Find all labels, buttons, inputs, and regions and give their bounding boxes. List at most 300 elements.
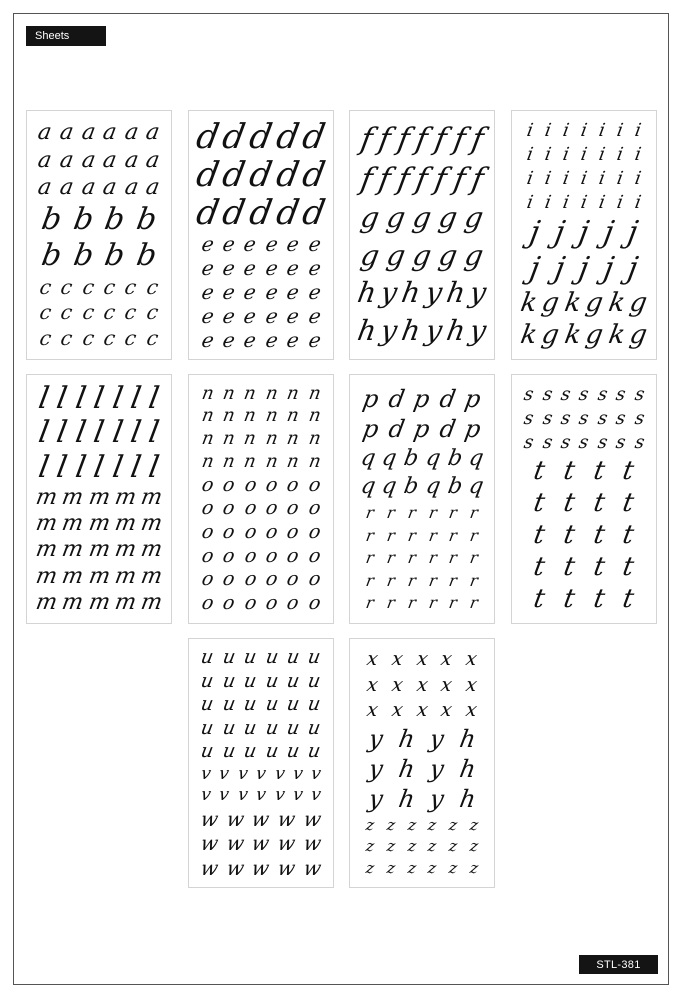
letter-sticker: d bbox=[437, 415, 458, 444]
letter-sticker: d bbox=[386, 384, 407, 413]
letter-sticker: r bbox=[447, 525, 459, 545]
letter-sticker: v bbox=[272, 763, 287, 784]
letter-sticker: r bbox=[468, 548, 480, 568]
letter-sticker: v bbox=[254, 785, 268, 806]
sticker-sheet-u-v-w bbox=[188, 638, 334, 888]
letter-sticker: m bbox=[86, 537, 112, 563]
letter-sticker: h bbox=[355, 276, 380, 310]
sticker-row bbox=[192, 716, 330, 739]
letter-sticker: n bbox=[221, 382, 237, 404]
letter-sticker: p bbox=[462, 384, 484, 413]
letter-sticker: p bbox=[360, 415, 382, 444]
sticker-row bbox=[192, 382, 330, 404]
letter-sticker: s bbox=[632, 384, 646, 405]
letter-sticker: f bbox=[357, 122, 375, 158]
letter-sticker: u bbox=[199, 693, 216, 716]
letter-sticker: h bbox=[399, 276, 424, 310]
letter-sticker: r bbox=[447, 593, 459, 613]
letter-sticker: e bbox=[242, 304, 259, 328]
letter-sticker: m bbox=[59, 484, 86, 510]
letter-sticker: l bbox=[91, 381, 107, 417]
letter-sticker: l bbox=[91, 449, 107, 485]
letter-sticker: c bbox=[144, 300, 160, 325]
letter-sticker: w bbox=[276, 831, 298, 856]
letter-sticker: a bbox=[36, 119, 54, 145]
letter-sticker: c bbox=[101, 326, 118, 351]
letter-sticker: o bbox=[221, 473, 237, 496]
letter-sticker: c bbox=[123, 274, 139, 299]
sticker-row bbox=[353, 238, 491, 272]
letter-sticker: i bbox=[543, 192, 553, 213]
letter-sticker: x bbox=[389, 699, 405, 722]
sticker-row bbox=[192, 763, 330, 784]
letter-sticker: w bbox=[301, 831, 324, 856]
letter-sticker: g bbox=[462, 201, 486, 235]
letter-sticker: r bbox=[364, 525, 376, 545]
sticker-row bbox=[515, 434, 653, 452]
letter-sticker: i bbox=[525, 120, 535, 141]
letter-sticker: o bbox=[285, 568, 301, 591]
letter-sticker: r bbox=[406, 525, 418, 545]
letter-sticker: t bbox=[590, 456, 607, 486]
letter-sticker: t bbox=[531, 584, 548, 614]
letter-sticker: b bbox=[70, 202, 97, 238]
letter-sticker: y bbox=[422, 276, 445, 310]
letter-sticker: a bbox=[57, 175, 76, 201]
sticker-row bbox=[192, 282, 330, 302]
letter-sticker: u bbox=[199, 646, 216, 669]
letter-sticker: l bbox=[35, 415, 52, 451]
letter-sticker: z bbox=[426, 837, 439, 856]
letter-sticker: i bbox=[525, 144, 535, 165]
letter-sticker: d bbox=[246, 117, 276, 157]
letter-sticker: f bbox=[376, 161, 394, 197]
letter-sticker: f bbox=[432, 122, 450, 158]
letter-sticker: f bbox=[357, 161, 375, 197]
letter-sticker: c bbox=[144, 326, 160, 351]
letter-sticker: j bbox=[600, 251, 617, 286]
letter-sticker: l bbox=[146, 449, 163, 485]
letter-sticker: g bbox=[627, 288, 650, 318]
letter-sticker: i bbox=[543, 144, 553, 165]
letter-sticker: a bbox=[101, 175, 119, 201]
letter-sticker: i bbox=[597, 144, 607, 165]
letter-sticker: e bbox=[263, 232, 280, 256]
sticker-sheet-x-y-z bbox=[349, 638, 495, 888]
letter-sticker: c bbox=[80, 326, 97, 351]
letter-sticker: j bbox=[576, 215, 592, 250]
letter-sticker: o bbox=[200, 521, 216, 544]
letter-sticker: f bbox=[469, 161, 487, 197]
letter-sticker: u bbox=[263, 693, 280, 716]
letter-sticker: r bbox=[468, 525, 480, 545]
letter-sticker: a bbox=[79, 175, 98, 201]
letter-sticker: p bbox=[462, 415, 484, 444]
letter-sticker: l bbox=[128, 415, 144, 451]
sticker-row bbox=[30, 326, 168, 351]
letter-sticker: g bbox=[462, 238, 486, 272]
letter-sticker: u bbox=[285, 716, 302, 739]
letter-sticker: c bbox=[123, 326, 139, 351]
letter-sticker: e bbox=[306, 280, 323, 304]
letter-sticker: r bbox=[406, 570, 418, 590]
letter-sticker: c bbox=[37, 274, 54, 299]
letter-sticker: o bbox=[200, 544, 216, 567]
letter-sticker: g bbox=[384, 238, 408, 272]
sticker-row bbox=[353, 754, 491, 783]
letter-sticker: l bbox=[72, 381, 89, 417]
letter-sticker: s bbox=[577, 432, 591, 453]
letter-sticker: y bbox=[467, 313, 489, 347]
letter-sticker: c bbox=[59, 300, 75, 325]
letter-sticker: u bbox=[306, 646, 323, 669]
letter-sticker: e bbox=[199, 256, 216, 280]
letter-sticker: l bbox=[146, 381, 163, 417]
letter-sticker: f bbox=[469, 122, 487, 158]
letter-sticker: r bbox=[364, 502, 376, 522]
letter-sticker: t bbox=[561, 584, 578, 614]
letter-sticker: k bbox=[562, 320, 584, 350]
sticker-row bbox=[353, 415, 491, 444]
sticker-sheet-l-m bbox=[26, 374, 172, 624]
letter-sticker: i bbox=[579, 168, 589, 189]
letter-sticker: e bbox=[220, 304, 237, 328]
letter-sticker: m bbox=[59, 563, 86, 589]
letter-sticker: j bbox=[527, 251, 543, 286]
letter-sticker: i bbox=[579, 120, 589, 141]
sticker-row bbox=[192, 155, 330, 195]
letter-sticker: n bbox=[264, 405, 280, 427]
letter-sticker: r bbox=[406, 502, 418, 522]
letter-sticker: u bbox=[285, 669, 302, 692]
letter-sticker: d bbox=[273, 155, 303, 195]
letter-sticker: m bbox=[139, 537, 165, 563]
letter-sticker: n bbox=[221, 428, 237, 450]
letter-sticker: i bbox=[525, 168, 535, 189]
sticker-row bbox=[515, 122, 653, 140]
letter-sticker: m bbox=[86, 484, 112, 510]
letter-sticker: q bbox=[467, 474, 486, 500]
letter-sticker: w bbox=[198, 831, 220, 856]
letter-sticker: y bbox=[422, 313, 445, 347]
letter-sticker: r bbox=[364, 593, 376, 613]
letter-sticker: s bbox=[596, 384, 609, 405]
letter-sticker: z bbox=[468, 815, 480, 834]
sticker-row bbox=[515, 410, 653, 428]
letter-sticker: x bbox=[439, 648, 455, 671]
letter-sticker: t bbox=[620, 552, 637, 582]
sticker-row bbox=[192, 523, 330, 542]
letter-sticker: a bbox=[36, 175, 54, 201]
sticker-row bbox=[192, 499, 330, 518]
letter-sticker: d bbox=[246, 155, 276, 195]
letter-sticker: b bbox=[445, 445, 464, 471]
sticker-sheet-n-o bbox=[188, 374, 334, 624]
sticker-row bbox=[515, 215, 653, 250]
sticker-row bbox=[30, 563, 168, 589]
letter-sticker: w bbox=[198, 855, 220, 880]
sticker-row bbox=[353, 570, 491, 590]
letter-sticker: e bbox=[306, 304, 323, 328]
letter-sticker: m bbox=[112, 537, 139, 563]
letter-sticker: a bbox=[122, 147, 141, 173]
letter-sticker: s bbox=[522, 408, 536, 429]
sticker-row bbox=[30, 415, 168, 451]
letter-sticker: e bbox=[285, 232, 302, 256]
letter-sticker: y bbox=[366, 754, 386, 783]
letter-sticker: o bbox=[242, 544, 259, 567]
letter-sticker: r bbox=[385, 548, 397, 568]
letter-sticker: m bbox=[139, 484, 165, 510]
letter-sticker: g bbox=[410, 201, 434, 235]
letter-sticker: v bbox=[217, 763, 231, 784]
letter-sticker: y bbox=[427, 724, 447, 753]
letter-sticker: f bbox=[413, 122, 431, 158]
letter-sticker: w bbox=[224, 806, 246, 831]
letter-sticker: c bbox=[59, 274, 75, 299]
letter-sticker: n bbox=[242, 405, 259, 427]
letter-sticker: z bbox=[426, 858, 439, 877]
letter-sticker: d bbox=[193, 193, 223, 233]
letter-sticker: e bbox=[220, 232, 237, 256]
sticker-row bbox=[353, 550, 491, 566]
letter-sticker: a bbox=[101, 147, 119, 173]
letter-sticker: e bbox=[242, 256, 259, 280]
sticker-row bbox=[515, 322, 653, 348]
letter-sticker: o bbox=[242, 521, 259, 544]
letter-sticker: r bbox=[385, 570, 397, 590]
letter-sticker: r bbox=[426, 525, 438, 545]
letter-sticker: n bbox=[285, 382, 301, 404]
letter-sticker: w bbox=[250, 855, 272, 880]
letter-sticker: e bbox=[242, 232, 259, 256]
sticker-row bbox=[192, 430, 330, 448]
letter-sticker: t bbox=[590, 520, 607, 550]
letter-sticker: m bbox=[33, 537, 59, 563]
sticker-row bbox=[30, 381, 168, 417]
letter-sticker: e bbox=[220, 256, 237, 280]
letter-sticker: u bbox=[220, 693, 237, 716]
letter-sticker: e bbox=[263, 304, 280, 328]
letter-sticker: x bbox=[464, 699, 479, 722]
sticker-row bbox=[353, 161, 491, 197]
sticker-row bbox=[515, 554, 653, 580]
letter-sticker: l bbox=[72, 449, 89, 485]
sticker-row bbox=[192, 742, 330, 761]
letter-sticker: s bbox=[540, 408, 554, 429]
letter-sticker: y bbox=[427, 785, 447, 814]
letter-sticker: q bbox=[423, 445, 443, 471]
letter-sticker: l bbox=[54, 449, 71, 485]
letter-sticker: f bbox=[376, 122, 394, 158]
letter-sticker: l bbox=[54, 415, 71, 451]
sticker-row bbox=[353, 445, 491, 471]
sticker-row bbox=[30, 274, 168, 299]
sticker-row bbox=[353, 525, 491, 545]
letter-sticker: r bbox=[385, 525, 397, 545]
letter-sticker: m bbox=[86, 563, 112, 589]
letter-sticker: z bbox=[364, 837, 376, 856]
letter-sticker: h bbox=[457, 785, 478, 814]
letter-sticker: x bbox=[365, 699, 380, 722]
letter-sticker: u bbox=[220, 669, 237, 692]
letter-sticker: z bbox=[364, 858, 376, 877]
letter-sticker: o bbox=[200, 473, 216, 496]
letter-sticker: u bbox=[242, 669, 259, 692]
letter-sticker: e bbox=[306, 232, 323, 256]
letter-sticker: n bbox=[306, 405, 323, 427]
letter-sticker: r bbox=[385, 593, 397, 613]
letter-sticker: s bbox=[559, 408, 573, 429]
sticker-row bbox=[515, 194, 653, 212]
letter-sticker: m bbox=[139, 563, 165, 589]
sticker-row bbox=[353, 815, 491, 834]
letter-sticker: x bbox=[365, 673, 380, 696]
sticker-row bbox=[192, 450, 330, 472]
letter-sticker: l bbox=[128, 449, 144, 485]
letter-sticker: v bbox=[217, 785, 231, 806]
letter-sticker: m bbox=[86, 589, 112, 615]
letter-sticker: e bbox=[199, 280, 216, 304]
sticker-row bbox=[515, 586, 653, 612]
letter-sticker: r bbox=[468, 502, 480, 522]
letter-sticker: c bbox=[59, 326, 75, 351]
letter-sticker: k bbox=[518, 288, 540, 318]
letter-sticker: n bbox=[242, 382, 259, 404]
letter-sticker: n bbox=[306, 450, 323, 472]
letter-sticker: l bbox=[109, 449, 126, 485]
letter-sticker: i bbox=[633, 144, 643, 165]
letter-sticker: w bbox=[301, 806, 324, 831]
letter-sticker: u bbox=[263, 669, 280, 692]
letter-sticker: f bbox=[432, 161, 450, 197]
letter-sticker: m bbox=[112, 511, 139, 537]
letter-sticker: f bbox=[394, 161, 413, 197]
letter-sticker: a bbox=[79, 119, 98, 145]
sticker-row bbox=[192, 193, 330, 233]
letter-sticker: m bbox=[139, 589, 165, 615]
sticker-row bbox=[30, 300, 168, 325]
letter-sticker: s bbox=[577, 384, 591, 405]
letter-sticker: a bbox=[57, 147, 76, 173]
letter-sticker: i bbox=[597, 120, 607, 141]
letter-sticker: b bbox=[39, 237, 65, 273]
sticker-sheet-p-q-r bbox=[349, 374, 495, 624]
sticker-row bbox=[30, 177, 168, 199]
sticker-row bbox=[353, 476, 491, 498]
letter-sticker: t bbox=[531, 520, 548, 550]
letter-sticker: i bbox=[543, 168, 553, 189]
letter-sticker: o bbox=[221, 592, 237, 615]
letter-sticker: n bbox=[221, 405, 237, 427]
letter-sticker: w bbox=[250, 806, 272, 831]
letter-sticker: e bbox=[285, 328, 302, 352]
letter-sticker: s bbox=[559, 432, 573, 453]
letter-sticker: z bbox=[385, 858, 397, 877]
letter-sticker: e bbox=[263, 328, 280, 352]
letter-sticker: h bbox=[457, 754, 478, 783]
letter-sticker: l bbox=[109, 415, 126, 451]
letter-sticker: y bbox=[366, 785, 386, 814]
letter-sticker: l bbox=[109, 381, 126, 417]
letter-sticker: o bbox=[264, 521, 280, 544]
sticker-row bbox=[353, 858, 491, 877]
letter-sticker: b bbox=[102, 237, 128, 273]
letter-sticker: o bbox=[200, 592, 216, 615]
letter-sticker: s bbox=[596, 408, 609, 429]
sticker-row bbox=[353, 502, 491, 522]
letter-sticker: o bbox=[264, 592, 280, 615]
letter-sticker: h bbox=[396, 785, 417, 814]
letter-sticker: o bbox=[306, 473, 323, 496]
letter-sticker: v bbox=[199, 763, 213, 784]
letter-sticker: q bbox=[423, 474, 443, 500]
letter-sticker: i bbox=[579, 192, 589, 213]
letter-sticker: s bbox=[540, 384, 554, 405]
letter-sticker: n bbox=[242, 428, 259, 450]
letter-sticker: m bbox=[33, 511, 59, 537]
letter-sticker: l bbox=[35, 381, 52, 417]
letter-sticker: r bbox=[468, 593, 480, 613]
letter-sticker: t bbox=[531, 456, 548, 486]
letter-sticker: m bbox=[33, 484, 59, 510]
letter-sticker: x bbox=[389, 673, 405, 696]
letter-sticker: o bbox=[306, 497, 323, 520]
letter-sticker: o bbox=[242, 497, 259, 520]
letter-sticker: r bbox=[426, 593, 438, 613]
letter-sticker: o bbox=[242, 473, 259, 496]
letter-sticker: v bbox=[309, 763, 323, 784]
sticker-row bbox=[353, 276, 491, 310]
letter-sticker: i bbox=[525, 192, 535, 213]
letter-sticker: c bbox=[123, 300, 139, 325]
letter-sticker: r bbox=[468, 570, 480, 590]
letter-sticker: i bbox=[597, 192, 607, 213]
letter-sticker: n bbox=[200, 405, 216, 427]
letter-sticker: o bbox=[221, 544, 237, 567]
letter-sticker: i bbox=[633, 192, 643, 213]
letter-sticker: b bbox=[445, 474, 464, 500]
product-code-label: STL-381 bbox=[579, 955, 658, 974]
letter-sticker: w bbox=[276, 806, 298, 831]
letter-sticker: h bbox=[443, 276, 468, 310]
letter-sticker: n bbox=[200, 428, 216, 450]
letter-sticker: f bbox=[413, 161, 431, 197]
letter-sticker: n bbox=[285, 450, 301, 472]
letter-sticker: i bbox=[543, 120, 553, 141]
letter-sticker: a bbox=[79, 147, 98, 173]
sticker-row bbox=[353, 650, 491, 669]
letter-sticker: u bbox=[263, 646, 280, 669]
letter-sticker: r bbox=[406, 548, 418, 568]
letter-sticker: x bbox=[414, 648, 430, 671]
letter-sticker: u bbox=[199, 740, 216, 763]
letter-sticker: j bbox=[576, 251, 592, 286]
sticker-row bbox=[353, 313, 491, 347]
letter-sticker: e bbox=[306, 328, 323, 352]
sticker-row bbox=[515, 386, 653, 404]
letter-sticker: e bbox=[242, 328, 259, 352]
letter-sticker: o bbox=[264, 497, 280, 520]
letter-sticker: h bbox=[443, 313, 468, 347]
letter-sticker: l bbox=[91, 415, 107, 451]
letter-sticker: k bbox=[606, 320, 628, 350]
sticker-row bbox=[30, 539, 168, 561]
sticker-row bbox=[192, 695, 330, 714]
letter-sticker: v bbox=[272, 785, 287, 806]
letter-sticker: o bbox=[200, 497, 216, 520]
letter-sticker: y bbox=[427, 754, 447, 783]
